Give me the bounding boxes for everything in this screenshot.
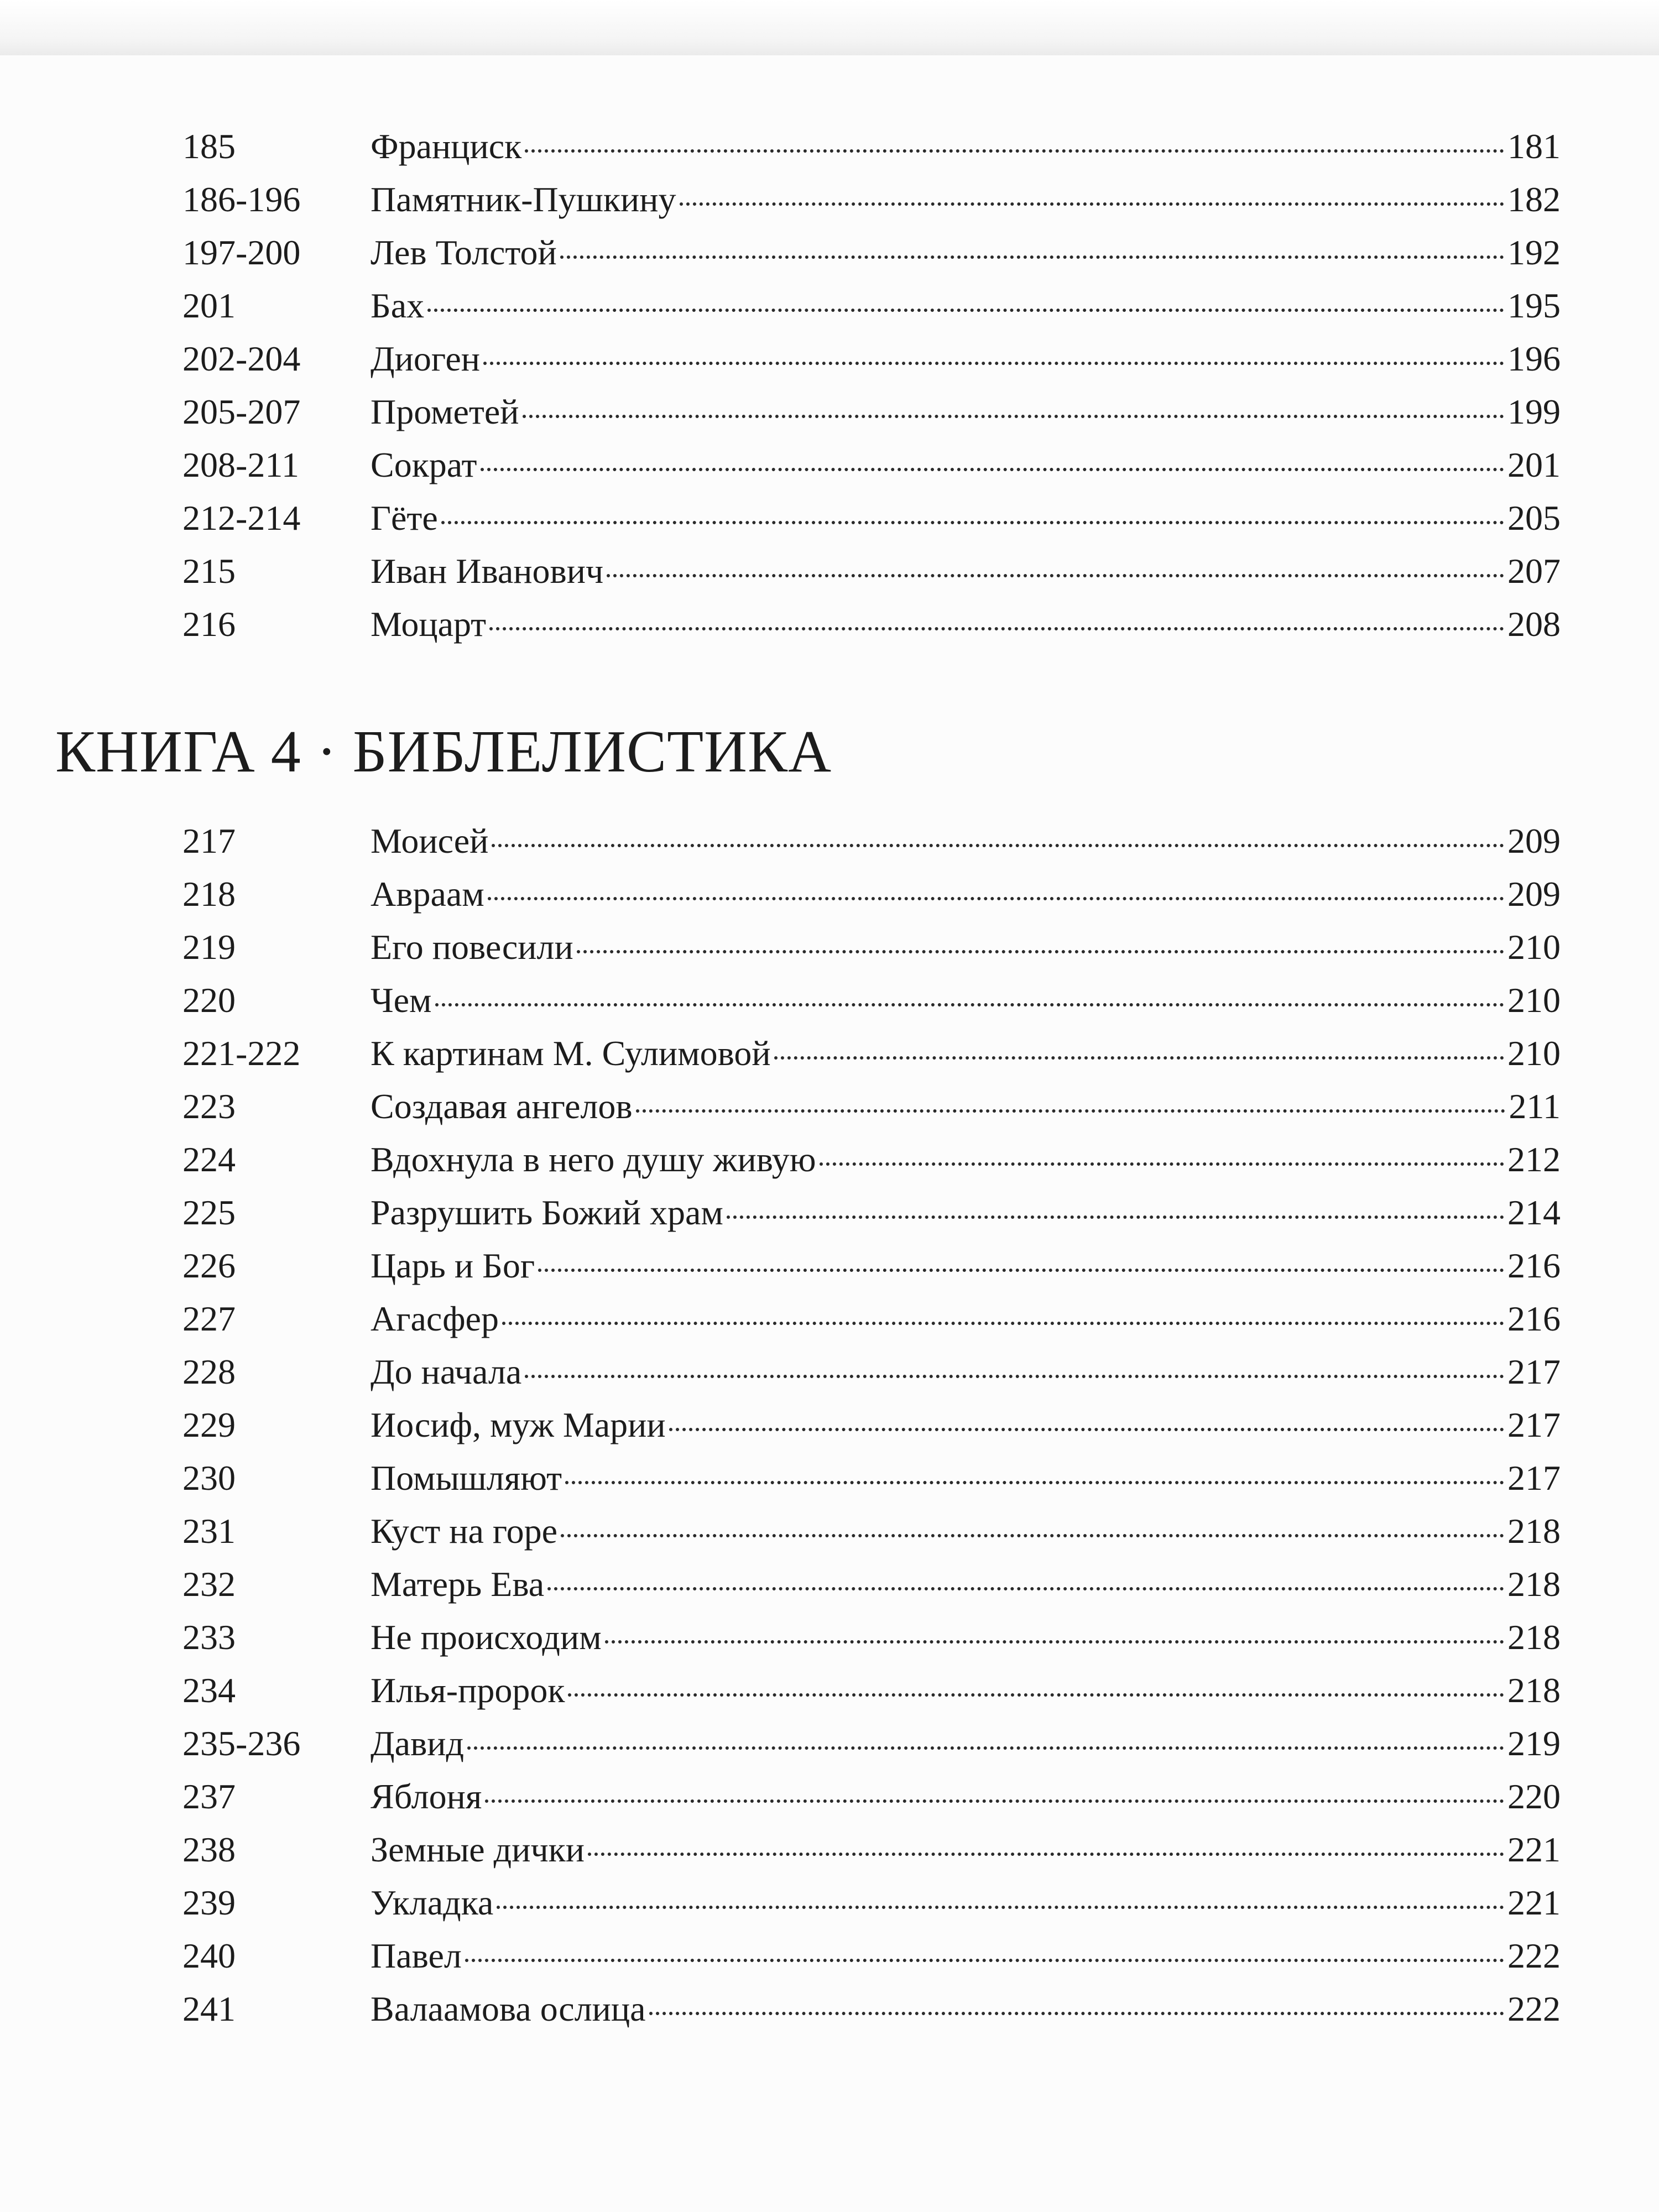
- entry-title: Яблоня: [371, 1777, 482, 1816]
- toc-entry: [0, 868, 1659, 921]
- entry-page-number: 195: [1507, 286, 1561, 325]
- entry-page-number: 212: [1507, 1140, 1561, 1179]
- entry-page-number: 182: [1507, 180, 1561, 219]
- toc-entry: [0, 1983, 1659, 2036]
- entry-number: 233: [182, 1618, 236, 1657]
- entry-leader-line: [371, 1239, 1561, 1292]
- entry-title: Моцарт: [371, 604, 487, 644]
- entry-title: Куст на горе: [371, 1511, 557, 1551]
- entry-number: 240: [182, 1936, 236, 1975]
- entry-page-number: 222: [1507, 1989, 1561, 2028]
- entry-leader-line: [371, 868, 1561, 921]
- dot-leader: [488, 893, 1504, 900]
- toc-entry: [0, 1027, 1659, 1080]
- entry-leader-line: [371, 226, 1561, 279]
- entry-title: Матерь Ева: [371, 1564, 545, 1604]
- entry-title: Лев Толстой: [371, 233, 557, 272]
- entry-leader-line: [371, 1133, 1561, 1186]
- dot-leader: [680, 198, 1504, 206]
- entry-number: 231: [182, 1511, 236, 1551]
- entry-number: 232: [182, 1564, 236, 1604]
- entry-number: 220: [182, 980, 236, 1020]
- dot-leader: [525, 145, 1504, 153]
- entry-page-number: 210: [1507, 980, 1561, 1020]
- entry-page-number: 181: [1507, 127, 1561, 166]
- entry-title: Авраам: [371, 874, 484, 914]
- toc-entry: [0, 1505, 1659, 1558]
- dot-leader: [502, 1317, 1504, 1325]
- toc-entry: [0, 1929, 1659, 1983]
- entry-title: Валаамова ослица: [371, 1989, 646, 2028]
- entry-page-number: 221: [1507, 1883, 1561, 1922]
- dot-leader: [489, 623, 1504, 630]
- entry-leader-line: [371, 385, 1561, 439]
- entry-leader-line: [371, 545, 1561, 598]
- entry-title: Моисей: [371, 821, 489, 860]
- entry-number: 185: [182, 127, 236, 166]
- entry-leader-line: [371, 173, 1561, 226]
- dot-leader: [727, 1211, 1504, 1219]
- entry-number: 239: [182, 1883, 236, 1922]
- dot-leader: [523, 410, 1504, 418]
- toc-entry: [0, 385, 1659, 439]
- dot-leader: [427, 304, 1504, 312]
- entry-page-number: 219: [1507, 1724, 1561, 1763]
- entry-leader-line: [371, 332, 1561, 385]
- dot-leader: [441, 517, 1504, 524]
- entry-page-number: 214: [1507, 1193, 1561, 1232]
- entry-title: Памятник-Пушкину: [371, 180, 676, 219]
- toc-entry: [0, 1399, 1659, 1452]
- entry-page-number: 207: [1507, 551, 1561, 591]
- entry-leader-line: [371, 1611, 1561, 1664]
- entry-page-number: 220: [1507, 1777, 1561, 1816]
- entry-title: Гёте: [371, 498, 438, 538]
- entry-number: 228: [182, 1352, 236, 1391]
- entry-number: 186-196: [182, 180, 301, 219]
- entry-page-number: 218: [1507, 1618, 1561, 1657]
- entry-number: 208-211: [182, 445, 299, 484]
- entry-page-number: 216: [1507, 1246, 1561, 1285]
- toc-entry: [0, 1186, 1659, 1239]
- dot-leader: [538, 1264, 1504, 1272]
- toc-entry: [0, 921, 1659, 974]
- toc-entry: [0, 120, 1659, 173]
- dot-leader: [605, 1636, 1504, 1644]
- page-edge-shadow: [0, 0, 1659, 55]
- entry-leader-line: [371, 1664, 1561, 1717]
- dot-leader: [483, 357, 1504, 365]
- entry-title: Его повесили: [371, 927, 573, 967]
- entry-number: 218: [182, 874, 236, 914]
- entry-title: Царь и Бог: [371, 1246, 535, 1285]
- entry-leader-line: [371, 598, 1561, 651]
- entry-page-number: 218: [1507, 1671, 1561, 1710]
- toc-entry: [0, 1823, 1659, 1876]
- entry-title: Давид: [371, 1724, 465, 1763]
- entry-page-number: 217: [1507, 1458, 1561, 1498]
- entry-title: Иосиф, муж Марии: [371, 1405, 666, 1444]
- entry-number: 202-204: [182, 339, 301, 378]
- entry-title: Разрушить Божий храм: [371, 1193, 723, 1232]
- entry-title: Франциск: [371, 127, 522, 166]
- entry-number: 226: [182, 1246, 236, 1285]
- entry-leader-line: [371, 439, 1561, 492]
- dot-leader: [588, 1848, 1504, 1856]
- dot-leader: [465, 1954, 1504, 1962]
- entry-leader-line: [371, 1399, 1561, 1452]
- dot-leader: [577, 946, 1504, 953]
- toc-entry: [0, 545, 1659, 598]
- entry-number: 201: [182, 286, 236, 325]
- entry-leader-line: [371, 1929, 1561, 1983]
- entry-number: 216: [182, 604, 236, 644]
- entry-number: 223: [182, 1087, 236, 1126]
- entry-number: 205-207: [182, 392, 301, 431]
- entry-leader-line: [371, 1080, 1561, 1133]
- entry-page-number: 218: [1507, 1511, 1561, 1551]
- section-heading: КНИГА 4 · БИБЛЕЛИСТИКА: [55, 719, 832, 785]
- entry-number: 234: [182, 1671, 236, 1710]
- entry-leader-line: [371, 815, 1561, 868]
- toc-entry: [0, 332, 1659, 385]
- entry-number: 197-200: [182, 233, 301, 272]
- entry-leader-line: [371, 1558, 1561, 1611]
- entry-title: Бах: [371, 286, 425, 325]
- entry-leader-line: [371, 921, 1561, 974]
- toc-entry: [0, 1452, 1659, 1505]
- toc-entry: [0, 1133, 1659, 1186]
- entry-title: Сократ: [371, 445, 477, 484]
- toc-entry: [0, 598, 1659, 651]
- entry-page-number: 199: [1507, 392, 1561, 431]
- entry-number: 224: [182, 1140, 236, 1179]
- dot-leader: [565, 1477, 1504, 1484]
- entry-title: Иван Иванович: [371, 551, 604, 591]
- entry-leader-line: [371, 1292, 1561, 1345]
- entry-leader-line: [371, 974, 1561, 1027]
- entry-leader-line: [371, 1717, 1561, 1770]
- dot-leader: [435, 999, 1505, 1006]
- dot-leader: [481, 463, 1505, 471]
- entry-page-number: 201: [1507, 445, 1561, 484]
- entry-leader-line: [371, 279, 1561, 332]
- entry-title: До начала: [371, 1352, 522, 1391]
- entry-page-number: 208: [1507, 604, 1561, 644]
- entry-number: 241: [182, 1989, 236, 2028]
- entry-title: Прометей: [371, 392, 519, 431]
- entry-title: Илья-пророк: [371, 1671, 565, 1710]
- toc-entry: [0, 1292, 1659, 1345]
- entry-title: Вдохнула в него душу живую: [371, 1140, 816, 1179]
- dot-leader: [547, 1583, 1504, 1590]
- toc-entry: [0, 1345, 1659, 1399]
- dot-leader: [561, 1530, 1504, 1537]
- entry-page-number: 218: [1507, 1564, 1561, 1604]
- entry-leader-line: [371, 1770, 1561, 1823]
- dot-leader: [485, 1795, 1504, 1803]
- entry-page-number: 210: [1507, 927, 1561, 967]
- toc-entry: [0, 974, 1659, 1027]
- dot-leader: [774, 1052, 1504, 1060]
- entry-page-number: 205: [1507, 498, 1561, 538]
- entry-leader-line: [371, 1452, 1561, 1505]
- entry-page-number: 217: [1507, 1352, 1561, 1391]
- entry-title: Помышляют: [371, 1458, 562, 1498]
- dot-leader: [607, 570, 1504, 577]
- entry-number: 219: [182, 927, 236, 967]
- entry-number: 225: [182, 1193, 236, 1232]
- toc-entry: [0, 1664, 1659, 1717]
- entry-leader-line: [371, 1027, 1561, 1080]
- entry-page-number: 222: [1507, 1936, 1561, 1975]
- entry-leader-line: [371, 1876, 1561, 1929]
- entry-page-number: 211: [1509, 1087, 1561, 1126]
- toc-entry: [0, 1770, 1659, 1823]
- entry-leader-line: [371, 1505, 1561, 1558]
- entry-title: Чем: [371, 980, 432, 1020]
- toc-entry: [0, 279, 1659, 332]
- entry-page-number: 209: [1507, 874, 1561, 914]
- toc-entry: [0, 1717, 1659, 1770]
- toc-entry: [0, 226, 1659, 279]
- entry-number: 212-214: [182, 498, 301, 538]
- entry-number: 235-236: [182, 1724, 301, 1763]
- entry-title: Создавая ангелов: [371, 1087, 633, 1126]
- dot-leader: [649, 2007, 1504, 2015]
- toc-entry: [0, 173, 1659, 226]
- toc-entry: [0, 439, 1659, 492]
- dot-leader: [525, 1370, 1504, 1378]
- dot-leader: [560, 251, 1504, 259]
- dot-leader: [497, 1901, 1504, 1909]
- entry-number: 217: [182, 821, 236, 860]
- entry-number: 227: [182, 1299, 236, 1338]
- toc-entry: [0, 492, 1659, 545]
- dot-leader: [669, 1423, 1504, 1431]
- entry-title: Агасфер: [371, 1299, 499, 1338]
- entry-number: 230: [182, 1458, 236, 1498]
- entry-page-number: 216: [1507, 1299, 1561, 1338]
- entry-title: Земные дички: [371, 1830, 585, 1869]
- dot-leader: [467, 1742, 1504, 1750]
- entry-page-number: 210: [1507, 1034, 1561, 1073]
- toc-entry: [0, 1239, 1659, 1292]
- entry-title: К картинам М. Сулимовой: [371, 1034, 771, 1073]
- entry-page-number: 221: [1507, 1830, 1561, 1869]
- entry-leader-line: [371, 1823, 1561, 1876]
- toc-entry: [0, 1876, 1659, 1929]
- entry-number: 229: [182, 1405, 236, 1444]
- entry-page-number: 209: [1507, 821, 1561, 860]
- toc-entry: [0, 1611, 1659, 1664]
- entry-leader-line: [371, 1186, 1561, 1239]
- entry-title: Не происходим: [371, 1618, 602, 1657]
- entry-number: 221-222: [182, 1034, 301, 1073]
- dot-leader: [568, 1689, 1504, 1697]
- entry-leader-line: [371, 120, 1561, 173]
- entry-title: Укладка: [371, 1883, 494, 1922]
- entry-page-number: 217: [1507, 1405, 1561, 1444]
- entry-number: 237: [182, 1777, 236, 1816]
- dot-leader: [636, 1105, 1506, 1113]
- entry-leader-line: [371, 1345, 1561, 1399]
- toc-entry: [0, 815, 1659, 868]
- entry-number: 215: [182, 551, 236, 591]
- dot-leader: [820, 1158, 1504, 1166]
- entry-page-number: 192: [1507, 233, 1561, 272]
- entry-leader-line: [371, 1983, 1561, 2036]
- entry-title: Диоген: [371, 339, 480, 378]
- toc-entry: [0, 1080, 1659, 1133]
- entry-title: Павел: [371, 1936, 462, 1975]
- toc-entry: [0, 1558, 1659, 1611]
- entry-page-number: 196: [1507, 339, 1561, 378]
- entry-leader-line: [371, 492, 1561, 545]
- dot-leader: [492, 839, 1504, 847]
- entry-number: 238: [182, 1830, 236, 1869]
